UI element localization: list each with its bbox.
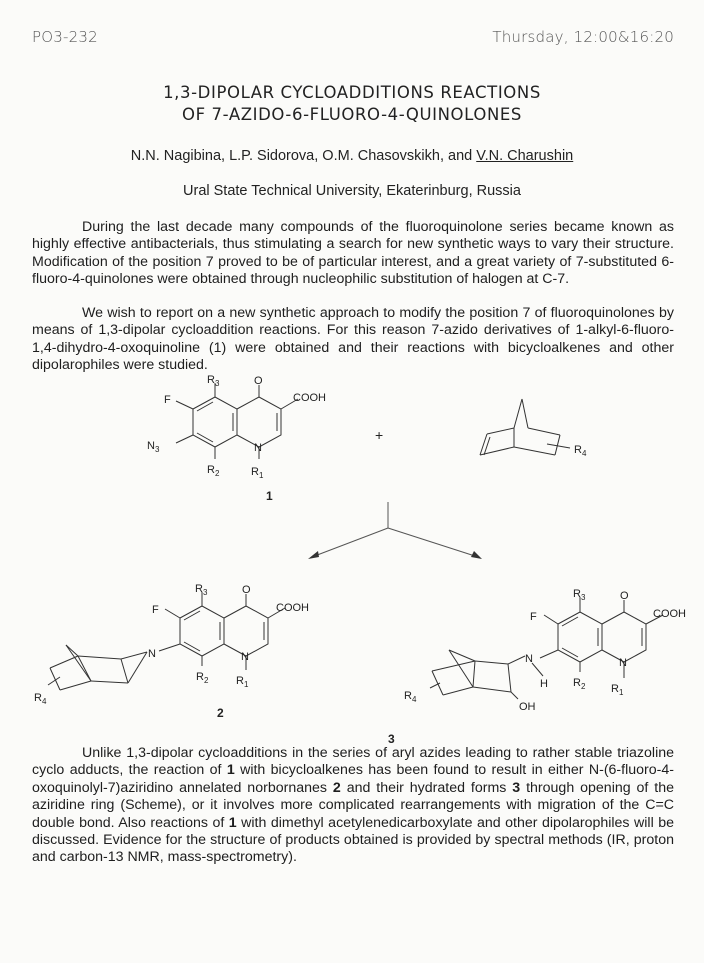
reaction-arrows xyxy=(308,502,482,559)
c2-r2: $R_2$ xyxy=(196,671,209,685)
p3-text-a: Unlike 1,3-dipolar cycloadditions in the series of aryl azides leading to rather stable triazoline cyclo adducts, the reaction of xyxy=(32,745,674,779)
c2-fluorine: F xyxy=(152,604,159,616)
authors-list: N.N. Nagibina, L.P. Sidorova, O.M. Chasovskikh, and xyxy=(130,148,477,164)
alkene-r4: $R_4$ xyxy=(574,444,587,458)
arrow-right-head xyxy=(471,551,482,559)
c1-r3: $R_3$ xyxy=(207,375,220,388)
presenting-author: V.N. Charushin xyxy=(476,148,574,164)
p3-ref-2: 2 xyxy=(332,779,341,796)
c2-cooh: COOH xyxy=(276,602,309,614)
c3-amine-n: N xyxy=(525,653,533,665)
p3-text-e: and their hydrated forms xyxy=(340,779,513,796)
arrow-left-head xyxy=(308,551,319,559)
c3-r4: $R_4$ xyxy=(404,690,417,704)
paragraph-2-text: We wish to report on a new synthetic approach to modify the position 7 of fluoroquinolones by means of 1,3-dipolar cycloaddition reactions. For this reason 7-azido derivatives of 1-alkyl-6-fluoro-1,4-dihydro-4-oxoquinoline (1) were obtained and their reactions with bicycloalkenes and other dipolarophiles were studied. xyxy=(32,305,674,374)
paragraph-1 xyxy=(32,219,674,289)
p3-ref-3: 3 xyxy=(512,779,521,796)
c1-cooh: COOH xyxy=(293,392,326,404)
norbornene-structure xyxy=(480,399,587,458)
c2-r4: $R_4$ xyxy=(34,692,47,706)
c3-ring-n: N xyxy=(619,657,627,669)
c2-oxo: O xyxy=(242,584,251,596)
paragraph-3 xyxy=(32,745,674,867)
title-line-1: 1,3-DIPOLAR CYCLOADDITIONS REACTIONS xyxy=(163,83,541,102)
p3-text-i: with dimethyl acetylenedicarboxylate and other dipolarophiles will be discussed. Evidence for the structure of products obtained is provided by spectral methods (IR, proton and carbon-13 NMR, mass-spectrometry). xyxy=(32,814,674,866)
plus-sign: + xyxy=(375,427,384,443)
p3-text-c: with bicycloalkenes has been found to result in either N-(6-fluoro-4-oxoquinolyl-7)aziridino annelated norbornanes xyxy=(32,762,674,796)
paragraph-1-text: During the last decade many compounds of the fluoroquinolone series became known as highly effective antibacterials, thus stimulating a search for new synthetic ways to vary their structure. Modification of the position 7 proved to be of particular interest, and a great variety of 7-substituted 6-fluoro-4-quinolones were obtained through nucleophilic substitution of halogen at C-7. xyxy=(32,219,674,288)
compound-1-label: 1 xyxy=(266,489,273,503)
c1-oxo: O xyxy=(254,375,263,387)
compound-3-structure xyxy=(388,588,686,745)
c3-hydroxyl: OH xyxy=(519,701,536,713)
compound-2-label: 2 xyxy=(217,706,224,720)
c3-oxo: O xyxy=(620,590,629,602)
c2-r1: $R_1$ xyxy=(236,675,249,689)
paragraph-2 xyxy=(32,305,674,375)
reaction-scheme xyxy=(0,375,704,745)
c2-aziridine-n: N xyxy=(148,648,156,660)
title-line-2: OF 7-AZIDO-6-FLUORO-4-QUINOLONES xyxy=(182,105,522,124)
compound-1-structure xyxy=(147,375,326,503)
c3-fluorine: F xyxy=(530,611,537,623)
authors xyxy=(0,148,704,164)
abstract-code: PO3-232 xyxy=(32,28,98,46)
p3-text-g: through opening of the aziridine ring (Scheme), or it involves more complicated rearrangements with migration of the C=C double bond. Also reactions of xyxy=(32,779,674,831)
c2-r3: $R_3$ xyxy=(195,583,208,597)
compound-2-structure xyxy=(34,583,309,720)
c3-r1: $R_1$ xyxy=(611,683,624,697)
c1-ring-n: N xyxy=(254,442,262,454)
c1-r2: $R_2$ xyxy=(207,464,220,478)
p3-ref-1: 1 xyxy=(226,762,235,779)
c3-amine-h: H xyxy=(540,678,548,690)
c3-r2: $R_2$ xyxy=(573,677,586,691)
compound-3-label: 3 xyxy=(388,732,395,745)
c3-r3: $R_3$ xyxy=(573,588,586,602)
p3-ref-1b: 1 xyxy=(228,814,237,831)
c3-cooh: COOH xyxy=(653,608,686,620)
c1-azide: $N_3$ xyxy=(147,440,160,454)
session-time: Thursday, 12:00&16:20 xyxy=(492,28,674,46)
c2-ring-n: N xyxy=(241,651,249,663)
paper-title xyxy=(0,82,704,126)
affiliation: Ural State Technical University, Ekaterinburg, Russia xyxy=(183,183,521,199)
c1-r1: $R_1$ xyxy=(251,466,264,480)
c1-fluorine: F xyxy=(164,394,171,406)
